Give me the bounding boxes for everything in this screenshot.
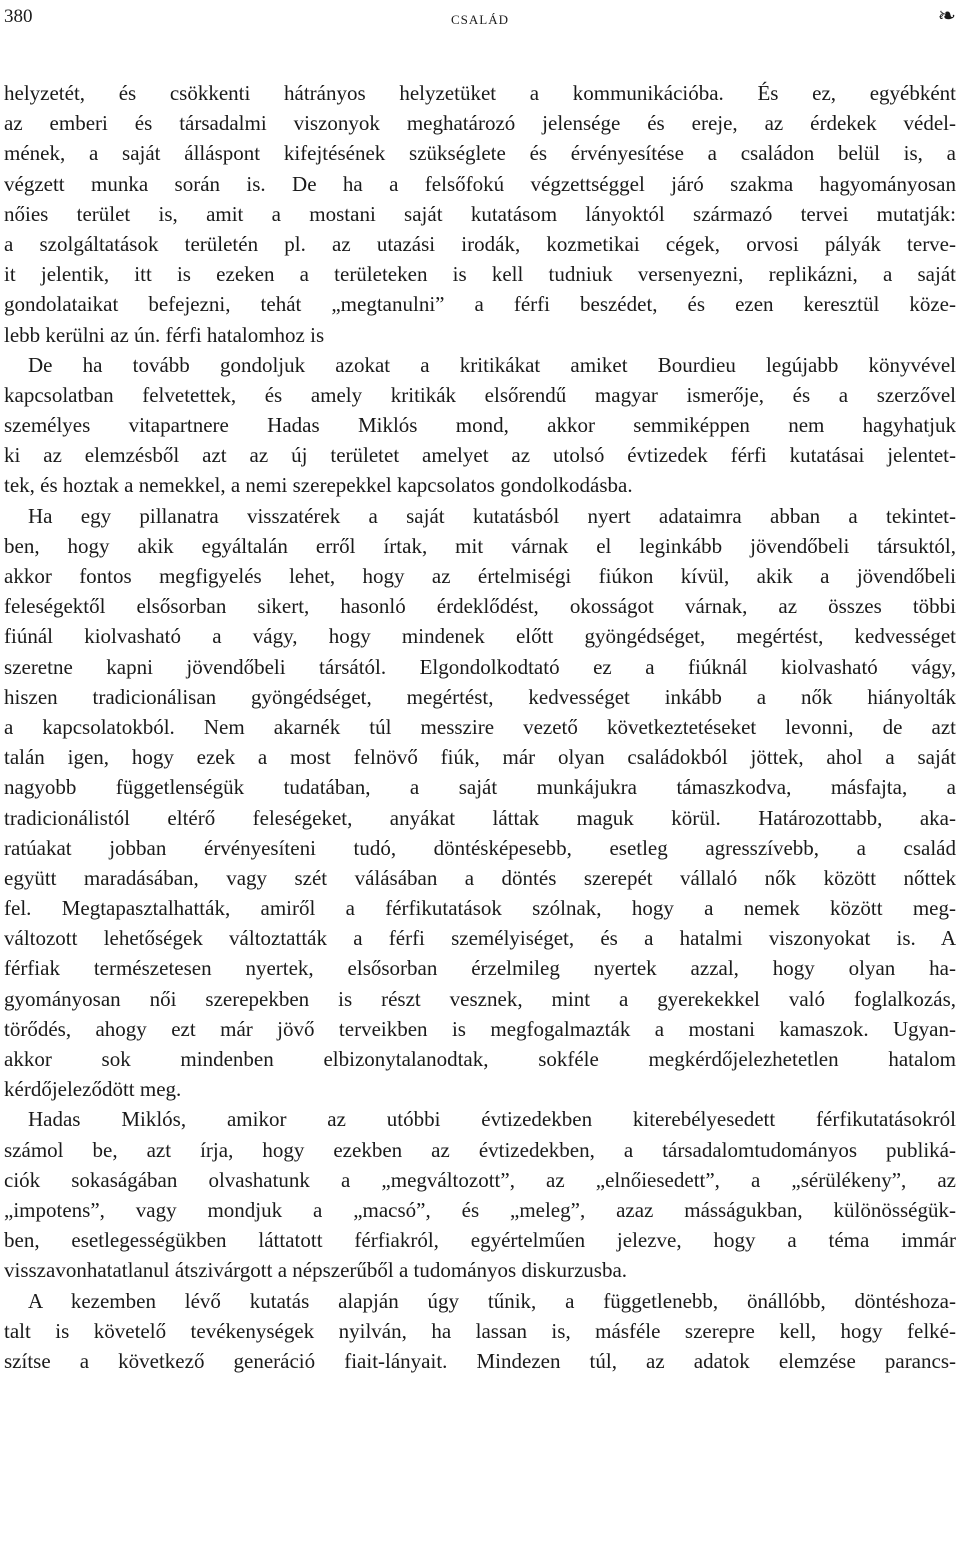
text-line: személyes vitapartnere Hadas Miklós mond, akkor semmiképpen nem hagyhatjuk <box>4 413 956 438</box>
text-line: mének, a saját álláspont kifejtésének szükséglete és érvényesítése a családon belül is, a <box>4 141 956 166</box>
text-line: nőies terület is, amit a mostani saját kutatásom lányoktól származó tervei mutatják: <box>4 201 956 226</box>
text-line: kapcsolatban felvetettek, és amely kritikák elsőrendű magyar ismerője, és a szerzővel <box>4 382 956 407</box>
text-line: „impotens”, vagy mondjuk a „macsó”, és „meleg”, azaz másságukban, különösségük- <box>4 1197 956 1222</box>
text-line: ki az elemzésből azt az új területet amelyet az utolsó évtizedek férfi kutatásai jelentet- <box>4 443 956 468</box>
text-line: A kezemben lévő kutatás alapján úgy tűnik, a függetlenebb, önállóbb, döntéshoza- <box>28 1288 956 1313</box>
text-line: a kapcsolatokból. Nem akarnék túl messzire vezető következtetéseket levonni, de azt <box>4 714 956 739</box>
text-line: tradicionálistól eltérő feleségeket, anyákat láttak maguk körül. Határozottabb, aka- <box>4 805 956 830</box>
text-line: szeretne kapni jövendőbeli társától. Elgondolkodtató ez a fiúknál kiolvasható vágy, <box>4 654 956 679</box>
text-line: fiúnál kiolvasható a vágy, hogy mindenek előtt gyöngédséget, megértést, kedvességet <box>4 624 956 649</box>
text-line: a szolgáltatások területén pl. az utazási irodák, kozmetikai cégek, orvosi pályák terve- <box>4 231 956 256</box>
text-line: számol be, azt írja, hogy ezekben az évtizedekben, a társadalomtudományos publiká- <box>4 1137 956 1162</box>
paragraph <box>4 501 956 1105</box>
body-text <box>4 78 956 1376</box>
running-header <box>4 3 956 30</box>
chapter-title: család <box>450 8 509 28</box>
paragraph <box>4 78 956 350</box>
text-line: gyományosan női szerepekben is részt vesznek, mint a gyerekekkel való foglalkozás, <box>4 986 956 1011</box>
text-line: gondolataikat befejezni, tehát „megtanulni” a férfi beszédet, és ezen keresztül köze- <box>4 292 956 317</box>
fleuron-ornament-icon: ❧ <box>937 3 956 28</box>
text-line: it jelentik, itt is ezeken a területeken is kell tudniuk versenyezni, replikázni, a saját <box>4 262 956 287</box>
text-line: helyzetét, és csökkenti hátrányos helyzetüket a kommunikációba. És ez, egyébként <box>4 81 956 105</box>
text-line: tek, és hoztak a nemekkel, a nemi szerepekkel kapcsolatos gondolkodásba. <box>4 473 633 498</box>
text-line: talt is követelő tevékenységek nyilván, ha lassan is, másféle szerepre kell, hogy felké- <box>4 1318 956 1343</box>
text-line: ben, esetlegességükben láttatott férfiakról, egyértelműen jelezve, hogy a téma immár <box>4 1228 956 1253</box>
text-line: az emberi és társadalmi viszonyok meghatározó jelensége és ereje, az érdekek védel- <box>4 111 956 136</box>
text-line: ciók sokaságában olvashatunk a „megváltozott”, az „elnőiesedett”, a „sérülékeny”, az <box>4 1167 956 1192</box>
text-line: De ha tovább gondoljuk azokat a kritikákat amiket Bourdieu legújabb könyvével <box>28 352 956 377</box>
text-line: lebb kerülni az ún. férfi hatalomhoz is <box>4 322 325 347</box>
text-line: együtt maradásában, vagy szét válásában a döntés szerepét vállaló nők között nőttek <box>4 865 956 890</box>
text-line: változott lehetőségek változtatták a férfi személyiséget, és a hatalmi viszonyokat is. A <box>4 926 956 951</box>
text-line: fel. Megtapasztalhatták, amiről a férfikutatások szólnak, hogy a nemek között meg- <box>4 896 956 921</box>
text-line: ratúakat jobban érvényesíteni tudó, döntésképesebb, esetleg agresszívebb, a család <box>4 835 956 860</box>
text-line: nagyobb függetlenségük tudatában, a saját munkájukra támaszkodva, másfajta, a <box>4 775 956 800</box>
text-line: törődés, ahogy ezt már jövő terveikben is megfogalmazták a mostani kamaszok. Ugyan- <box>4 1016 956 1041</box>
text-line: végzett munka során is. De ha a felsőfokú végzettséggel járó szakma hagyományosan <box>4 171 956 196</box>
text-line: férfiak természetesen nyertek, elsősorban érzelmileg nyertek azzal, hogy olyan ha- <box>4 956 956 981</box>
text-line: ben, hogy akik egyáltalán erről írtak, mit várnak el leginkább jövendőbeli társuktól, <box>4 533 956 558</box>
text-line: feleségektől elsősorban sikert, hasonló érdeklődést, okosságot várnak, az összes többi <box>4 594 956 619</box>
text-line: visszavonhatatlanul átszivárgott a népszerűből a tudományos diskurzusba. <box>4 1258 628 1283</box>
paragraph <box>4 350 956 501</box>
text-line: akkor fontos megfigyelés lehet, hogy az értelmiségi fiúkon kívül, akik a jövendőbeli <box>4 564 956 588</box>
text-line: akkor sok mindenben elbizonytalanodtak, sokféle megkérdőjelezhetetlen hatalom <box>4 1047 956 1071</box>
paragraph <box>4 1286 956 1377</box>
text-line: hiszen tradicionálisan gyöngédséget, megértést, kedvességet inkább a nők hiányolták <box>4 684 956 709</box>
page-number: 380 <box>4 6 33 27</box>
text-line: kérdőjeleződött meg. <box>4 1077 182 1102</box>
text-line: Ha egy pillanatra visszatérek a saját kutatásból nyert adataimra abban a tekintet- <box>28 503 956 528</box>
text-line: szítse a következő generáció fiait-lányait. Mindezen túl, az adatok elemzése parancs- <box>4 1348 956 1373</box>
text-line: talán igen, hogy ezek a most felnövő fiúk, már olyan családokból jöttek, ahol a saját <box>4 745 956 770</box>
text-line: Hadas Miklós, amikor az utóbbi évtizedekben kiterebélyesedett férfikutatásokról <box>28 1107 956 1132</box>
paragraph <box>4 1104 956 1285</box>
